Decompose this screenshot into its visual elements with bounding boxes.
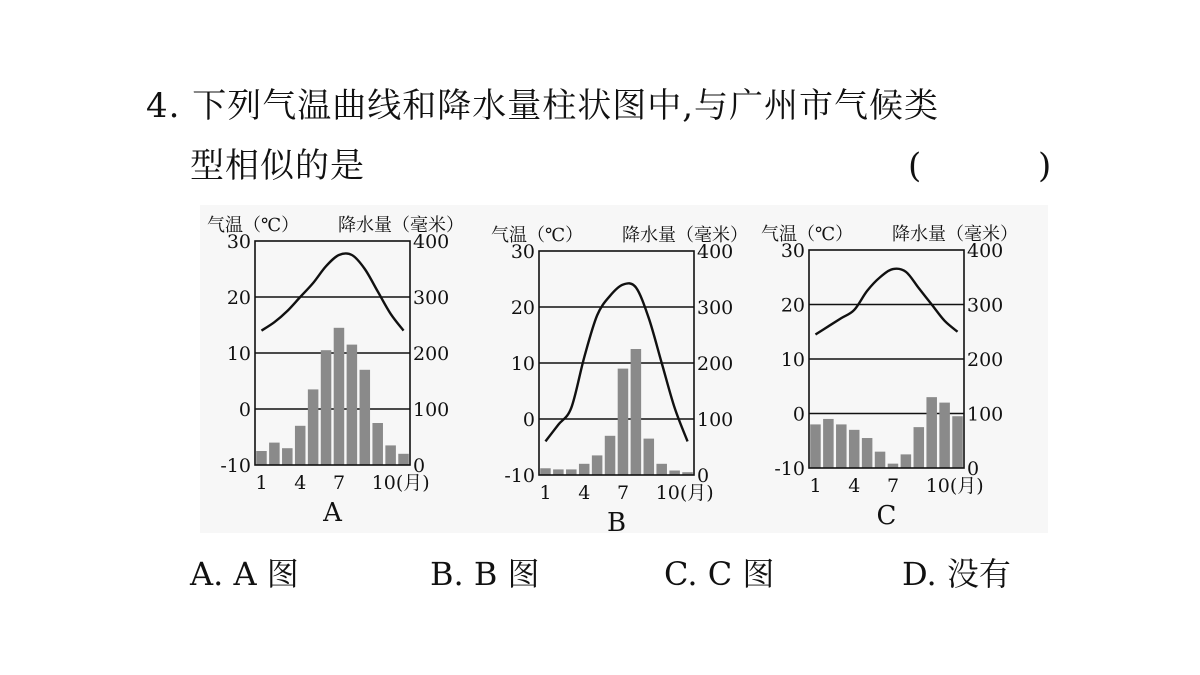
- chart-b-precip-tick-label: 100: [697, 409, 734, 431]
- question-line-2: 型相似的是: [190, 146, 365, 186]
- chart-c-x-tick-label: 1: [809, 475, 822, 497]
- chart-b-temp-tick-label: 0: [522, 409, 535, 431]
- answer-bracket-open: (: [908, 146, 922, 186]
- chart-c-precip-bar: [914, 427, 925, 468]
- chart-b-temp-tick-label: 10: [510, 353, 535, 375]
- chart-b-temp-tick-label: 30: [510, 241, 535, 263]
- chart-b-temp-tick-label: 20: [510, 297, 535, 319]
- climate-charts-svg: [200, 205, 1048, 533]
- chart-c-precip-bar: [836, 424, 847, 468]
- chart-a-precip-bar: [334, 328, 345, 465]
- chart-c-x-tick-label: 7: [886, 475, 900, 497]
- option-c[interactable]: C. C 图: [664, 555, 775, 593]
- chart-b-title: B: [606, 508, 627, 533]
- chart-b-x-tick-label: 4: [578, 482, 591, 504]
- chart-c-precip-tick-label: 200: [967, 349, 1004, 371]
- chart-a-x-tick-label: 4: [294, 472, 307, 494]
- chart-a-precip-bar: [372, 423, 383, 465]
- chart-b-x-tick-label: 1: [539, 482, 552, 504]
- answer-bracket-close: ): [1038, 146, 1052, 186]
- chart-c-temp-tick-label: -10: [774, 458, 805, 480]
- chart-b-precip-bar: [579, 464, 590, 475]
- chart-c-precip-bar: [810, 424, 821, 468]
- option-d[interactable]: D. 没有: [902, 555, 1011, 593]
- chart-b-precip-bar: [592, 455, 603, 475]
- chart-c-temperature-line: [815, 269, 957, 335]
- chart-a-x-tick-label: 10(月): [371, 472, 430, 494]
- chart-c-precip-bar: [901, 454, 912, 468]
- question-line-1: 4. 下列气温曲线和降水量柱状图中,与广州市气候类: [146, 86, 940, 126]
- chart-a-temp-tick-label: -10: [220, 455, 251, 477]
- chart-a-precip-bar: [308, 389, 319, 465]
- option-a[interactable]: A. A 图: [190, 555, 299, 593]
- chart-b-precip-bar: [553, 469, 564, 475]
- chart-a-temp-tick-label: 30: [226, 231, 251, 253]
- chart-a-precip-bar: [360, 370, 371, 465]
- chart-a-precip-tick-label: 0: [413, 455, 426, 477]
- option-b[interactable]: B. B 图: [430, 555, 540, 593]
- chart-c-x-tick-label: 10(月): [925, 475, 984, 497]
- chart-c-right-axis-title: 降水量（毫米）: [892, 224, 1018, 245]
- chart-c-x-tick-label: 4: [848, 475, 861, 497]
- chart-c-precip-bar: [862, 438, 873, 468]
- chart-b-left-axis-title: 气温（℃）: [491, 225, 584, 246]
- chart-a-temp-tick-label: 0: [238, 399, 251, 421]
- chart-a-precip-bar: [282, 448, 293, 465]
- chart-b-precip-tick-label: 200: [697, 353, 734, 375]
- chart-b-precip-tick-label: 0: [697, 465, 710, 487]
- chart-a-temp-tick-label: 10: [226, 343, 251, 365]
- chart-a-precip-tick-label: 100: [413, 399, 450, 421]
- chart-c-temp-tick-label: 20: [780, 294, 805, 317]
- chart-b-precip-tick-label: 400: [697, 241, 734, 263]
- climate-charts-panel: [200, 205, 1048, 533]
- chart-a-left-axis-title: 气温（℃）: [207, 215, 300, 236]
- chart-c-precip-tick-label: 300: [967, 294, 1004, 317]
- chart-a-right-axis-title: 降水量（毫米）: [338, 215, 464, 236]
- chart-b-precip-bar: [656, 464, 667, 475]
- chart-a-precip-bar: [269, 443, 280, 465]
- chart-c-precip-bar: [875, 452, 886, 468]
- chart-b-precip-bar: [605, 436, 616, 475]
- chart-c-precip-bar: [926, 397, 937, 468]
- chart-c-precip-bar: [823, 419, 834, 468]
- chart-a-title: A: [323, 498, 342, 528]
- chart-a-precip-tick-label: 200: [413, 343, 450, 365]
- chart-b-x-tick-label: 10(月): [655, 482, 714, 504]
- chart-b-x-tick-label: 7: [616, 482, 630, 504]
- chart-a-precip-tick-label: 400: [413, 231, 450, 253]
- chart-b-precip-bar: [631, 349, 642, 475]
- chart-a-x-tick-label: 7: [332, 472, 346, 494]
- chart-b-precip-bar: [566, 469, 577, 475]
- chart-c-precip-bar: [939, 403, 950, 468]
- chart-c-precip-bar: [849, 430, 860, 468]
- chart-a-precip-tick-label: 300: [413, 287, 450, 309]
- chart-b-precip-bar: [618, 369, 629, 475]
- chart-b-precip-tick-label: 300: [697, 297, 734, 319]
- chart-a-x-tick-label: 1: [255, 472, 268, 494]
- chart-c-precip-tick-label: 100: [967, 403, 1004, 426]
- chart-c-precip-tick-label: 400: [967, 240, 1004, 262]
- chart-a-precip-bar: [347, 345, 358, 465]
- chart-c-title: C: [876, 501, 897, 531]
- chart-c-temp-tick-label: 0: [792, 403, 805, 426]
- chart-b-precip-bar: [540, 468, 551, 475]
- chart-b-temp-tick-label: -10: [504, 465, 535, 487]
- chart-a-precip-bar: [256, 451, 267, 465]
- chart-a-precip-bar: [385, 445, 396, 465]
- chart-c-temp-tick-label: 10: [780, 349, 805, 371]
- chart-b-precip-bar: [644, 439, 655, 475]
- chart-c-left-axis-title: 气温（℃）: [761, 224, 854, 245]
- chart-a-precip-bar: [295, 426, 306, 465]
- chart-c-precip-bar: [952, 416, 963, 468]
- chart-a-temp-tick-label: 20: [226, 287, 251, 309]
- chart-a-temperature-line: [261, 253, 403, 330]
- chart-a-precip-bar: [398, 454, 409, 465]
- chart-b-right-axis-title: 降水量（毫米）: [622, 225, 748, 246]
- chart-c-temp-tick-label: 30: [780, 240, 805, 262]
- chart-c-precip-tick-label: 0: [967, 458, 980, 480]
- chart-a-precip-bar: [321, 350, 332, 465]
